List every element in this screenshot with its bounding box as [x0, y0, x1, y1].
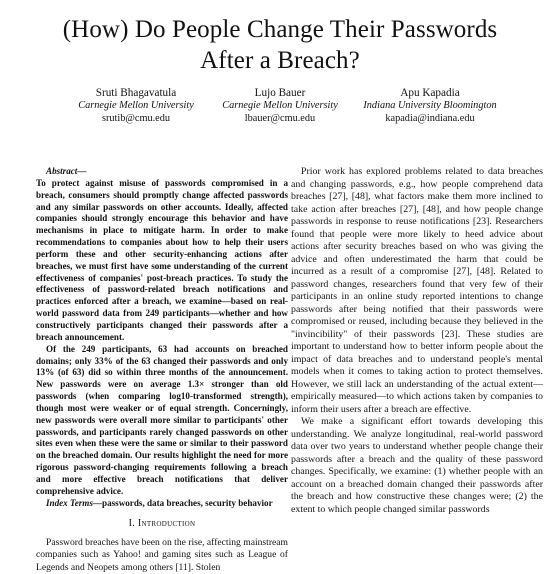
- author-name: Lujo Bauer: [254, 87, 306, 99]
- title-line-1: (How) Do People Change Their Passwords: [62, 16, 498, 43]
- author-block: [0, 87, 560, 135]
- abstract-paragraph-1: [36, 166, 288, 344]
- right-column-text: [291, 166, 543, 516]
- introduction-text: [36, 537, 288, 574]
- author-name: Apu Kapadia: [400, 87, 460, 99]
- section-heading: [36, 518, 288, 531]
- title-line-2: After a Breach?: [200, 47, 360, 74]
- index-terms: [36, 498, 288, 510]
- author-affiliation: Indiana University Bloomington: [363, 99, 497, 111]
- abstract: [36, 166, 288, 509]
- author-email: srutib@cmu.edu: [101, 112, 171, 124]
- intro-paragraph: Password breaches have been on the rise, affecting mainstream companies such as Yahoo! and gaming sites such as League of Legends and Neopets among others [11]. Stolen: [36, 536, 288, 573]
- author-name: Sruti Bhagavatula: [95, 87, 177, 99]
- abstract-label: Abstract—: [46, 166, 87, 176]
- abstract-text-1: To protect against misuse of passwords compromised in a breach, consumers should promptly change affected passwords and any similar passwords on other accounts. Ideally, affected companies should strongly encourage this behavior and have mechanisms in place to mitigate harm. In order to make recommendations to companies about how to help their users perform these and other security-enhancing actions after breaches, we must first have some understanding of the current effectiveness of companies' post-breach practices. To study the effectiveness of password-related breach notifications and practices enforced after a breach, we examine—based on real-world password data from 249 participants—whether and how constructively participants changed their passwords after a breach announcement.: [36, 177, 288, 342]
- right-paragraph-1: Prior work has explored problems related to data breaches and changing passwords, e.g., how people comprehend data breaches [27], [48], what factors make them more inclined to take action after breaches [27], [48], and how people change passwords in response to reuse notifications [23]. Researchers found that people were more likely to heed advice about actions after security breaches based on who was giving the advice and often underestimated the harm that could be incurred as a result of a compromise [27], [48]. Related to password changes, researchers found that very few of their participants in an online study reported intentions to change passwords after being notified that their passwords were compromised or reused, including because they believed in the "invincibility" of their passwords [23]. These studies are important to understand how to better inform people about the impact of data breaches and to understand people's mental models when it comes to taking action to protect themselves. However, we still lack an understanding of the actual extent—empirically measured—to which actions taken by companies to inform their users after a breach are effective.: [291, 166, 543, 415]
- author-3: [340, 87, 520, 125]
- section-title: Introduction: [137, 518, 196, 530]
- section-number: I.: [128, 518, 136, 530]
- index-terms-label: Index Terms—: [46, 497, 103, 508]
- author-email: lbauer@cmu.edu: [244, 112, 316, 124]
- paper-title: [0, 14, 560, 76]
- author-affiliation: Carnegie Mellon University: [222, 99, 338, 111]
- right-column: [291, 166, 543, 516]
- abstract-paragraph-2: Of the 249 participants, 63 had accounts on breached domains; only 33% of the 63 changed their passwords and only 13% (of 63) did so within three months of the announcement. New passwords were on average 1.3× stronger than old passwords (when comparing log10-transformed strength), though most were weaker or of equal strength. Concerningly, new passwords were overall more similar to participants' other passwords, and participants rarely changed passwords on other sites even when these were the same or similar to their password on the breached domain. Our results highlight the need for more rigorous password-changing requirements following a breach and more effective breach notifications that deliver comprehensive advice.: [36, 343, 288, 496]
- left-column: [36, 166, 288, 574]
- index-terms-text: passwords, data breaches, security behavior: [102, 497, 273, 508]
- author-email: kapadia@indiana.edu: [385, 112, 475, 124]
- right-paragraph-2: We make a significant effort towards developing this understanding. We analyze longitudinal, real-world password data over two years to understand whether people change their passwords after a breach and the quality of these password changes. Specifically, we examine: (1) whether people with an account on a breached domain changed their passwords after the breach and how constructive these changes were; (2) the extent to which people changed similar passwords: [291, 416, 543, 515]
- author-affiliation: Carnegie Mellon University: [78, 99, 194, 111]
